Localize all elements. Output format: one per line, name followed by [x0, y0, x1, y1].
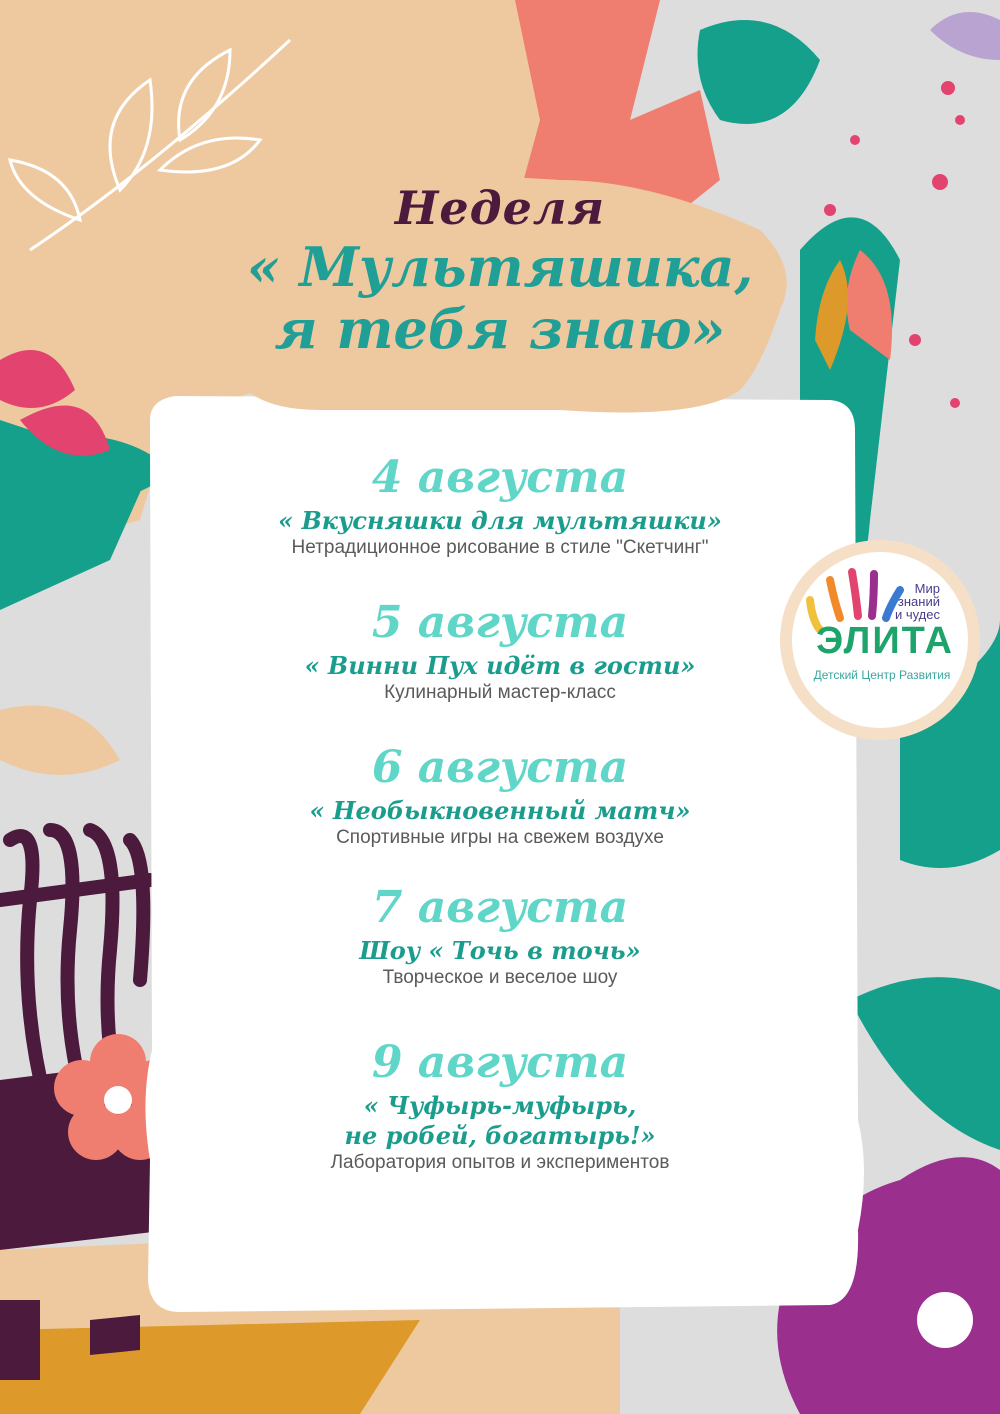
logo-name: ЭЛИТА [816, 620, 954, 662]
event-name: « Чуфырь-муфырь, [363, 1091, 637, 1120]
poster-title [150, 180, 850, 360]
event-name-line-2: не робей, богатырь!» [344, 1121, 656, 1150]
event-name: Шоу « Точь в точь» [359, 936, 641, 965]
logo-tagline-line: знаний [897, 594, 940, 609]
event-description: Нетрадиционное рисование в стиле "Скетчинг" [291, 537, 709, 558]
event-item [200, 450, 800, 560]
event-date: 9 августа [371, 1037, 629, 1088]
event-description: Кулинарный мастер-класс [384, 682, 616, 703]
logo-tagline [860, 582, 940, 621]
title-know-you-line: я тебя знаю» [274, 297, 726, 361]
event-name: « Необыкновенный матч» [309, 796, 691, 825]
event-description: Лаборатория опытов и экспериментов [330, 1152, 670, 1173]
event-item [200, 880, 800, 990]
event-item [200, 595, 800, 705]
title-week: Неделя [394, 181, 606, 235]
title-cartoon-line: « Мультяшика, [246, 235, 754, 299]
logo-tagline-line: Мир [914, 581, 940, 596]
event-description: Творческое и веселое шоу [382, 967, 618, 988]
event-date: 5 августа [371, 597, 629, 648]
elita-logo [780, 540, 980, 740]
event-name: « Винни Пух идёт в гости» [304, 651, 696, 680]
event-date: 6 августа [371, 742, 629, 793]
logo-tagline-line: и чудес [894, 607, 940, 622]
event-date: 4 августа [371, 452, 629, 503]
event-name: « Вкусняшки для мультяшки» [278, 506, 722, 535]
event-date: 7 августа [371, 882, 629, 933]
event-description: Спортивные игры на свежем воздухе [336, 827, 664, 848]
logo-subtitle: Детский Центр Развития [813, 668, 951, 682]
event-item [200, 1035, 800, 1175]
event-item [200, 740, 800, 850]
